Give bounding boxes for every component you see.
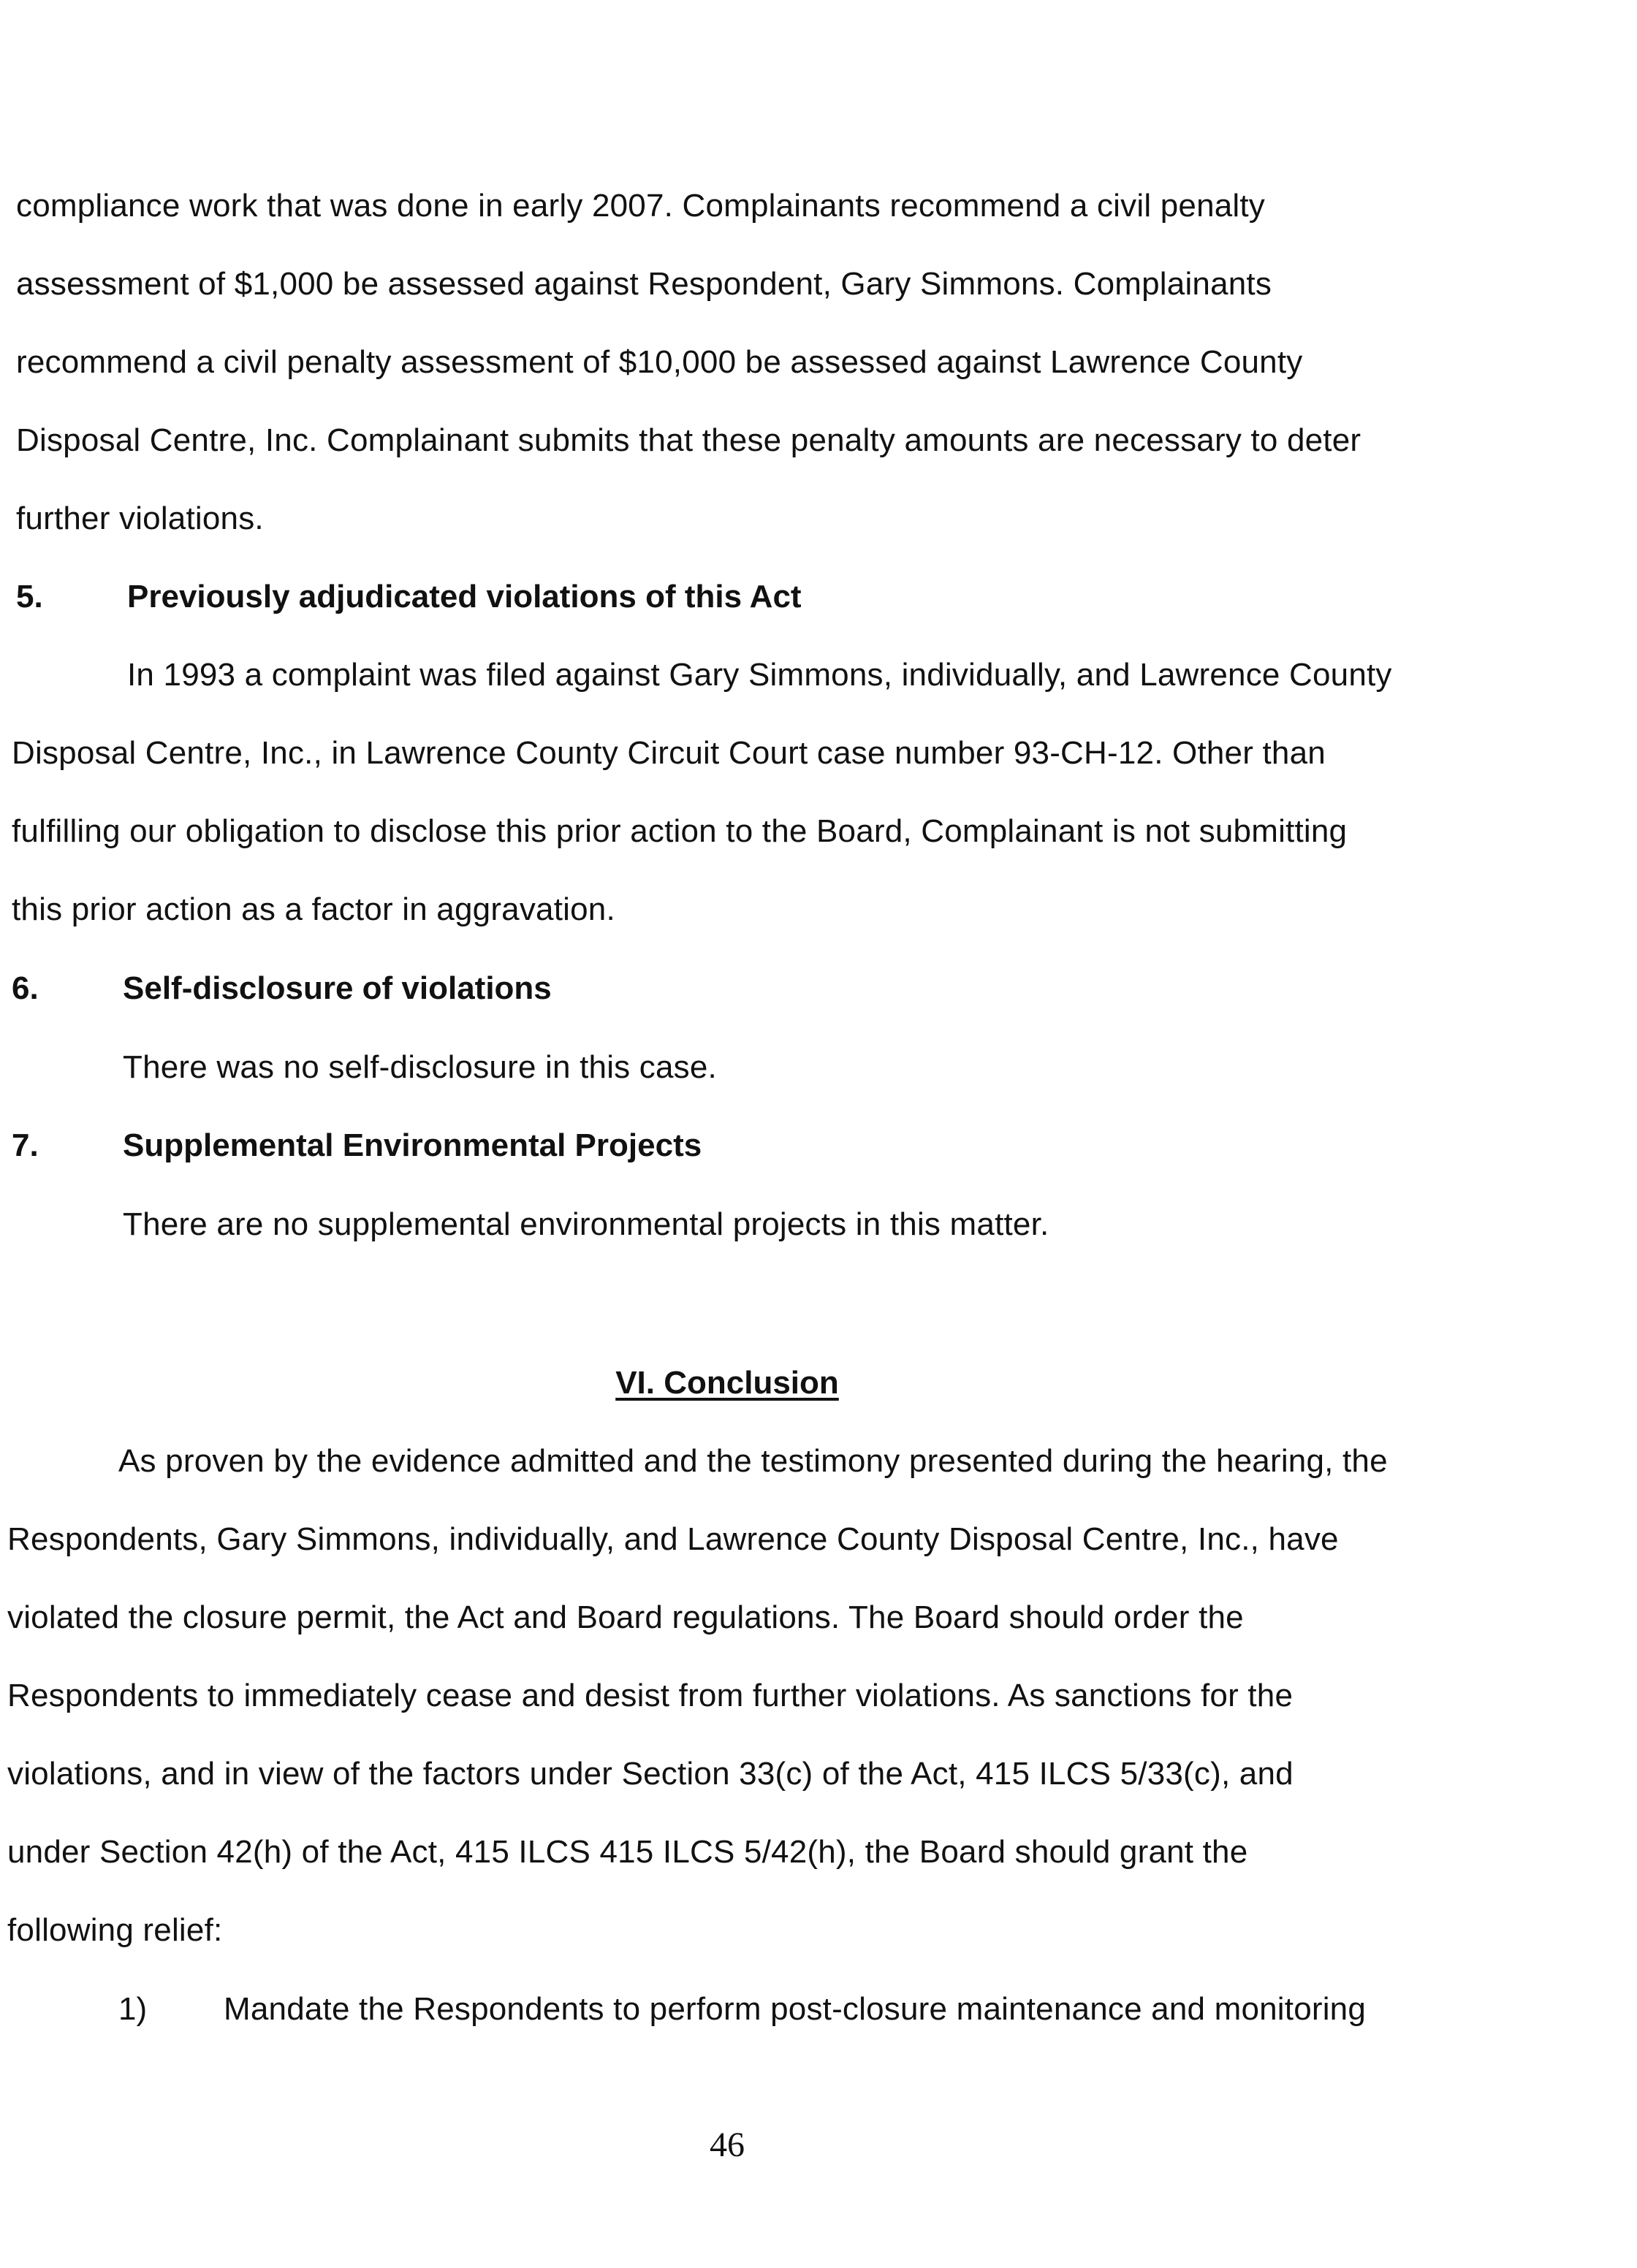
paragraph-line: violated the closure permit, the Act and Board regulations. The Board should order the <box>7 1599 1244 1635</box>
relief-item-number: 1) <box>118 1991 148 2027</box>
paragraph-line: Disposal Centre, Inc. Complainant submits that these penalty amounts are necessary to deter <box>16 422 1361 458</box>
paragraph-line: Respondents, Gary Simmons, individually, and Lawrence County Disposal Centre, Inc., have <box>7 1521 1339 1557</box>
paragraph-line: assessment of $1,000 be assessed against Respondent, Gary Simmons. Complainants <box>16 266 1272 302</box>
section-title: Supplemental Environmental Projects <box>123 1127 702 1163</box>
paragraph-line: Respondents to immediately cease and desist from further violations. As sanctions for the <box>7 1678 1294 1713</box>
page-number: 46 <box>710 2126 745 2164</box>
paragraph-line: following relief: <box>7 1912 223 1948</box>
conclusion-heading: VI. Conclusion <box>615 1365 839 1401</box>
paragraph-line: this prior action as a factor in aggravation. <box>12 891 615 927</box>
paragraph-line: In 1993 a complaint was filed against Gary Simmons, individually, and Lawrence County <box>127 657 1392 693</box>
paragraph-line: fulfilling our obligation to disclose this prior action to the Board, Complainant is not submitting <box>12 813 1348 849</box>
relief-item-text: Mandate the Respondents to perform post-closure maintenance and monitoring <box>224 1991 1367 2027</box>
paragraph-line: As proven by the evidence admitted and the testimony presented during the hearing, the <box>118 1443 1388 1479</box>
paragraph-line: violations, and in view of the factors under Section 33(c) of the Act, 415 ILCS 5/33(c), and <box>7 1756 1294 1792</box>
paragraph-line: compliance work that was done in early 2007. Complainants recommend a civil penalty <box>16 188 1266 224</box>
paragraph-line: under Section 42(h) of the Act, 415 ILCS 415 ILCS 5/42(h), the Board should grant the <box>7 1834 1248 1870</box>
paragraph-line: There was no self-disclosure in this case. <box>123 1049 717 1085</box>
paragraph-line: There are no supplemental environmental projects in this matter. <box>123 1206 1049 1242</box>
section-title: Self-disclosure of violations <box>123 970 552 1006</box>
section-title: Previously adjudicated violations of this Act <box>127 579 802 614</box>
paragraph-line: recommend a civil penalty assessment of $10,000 be assessed against Lawrence County <box>16 344 1303 380</box>
section-number: 7. <box>12 1127 39 1163</box>
section-number: 6. <box>12 970 39 1006</box>
paragraph-line: further violations. <box>16 501 264 536</box>
paragraph-line: Disposal Centre, Inc., in Lawrence County Circuit Court case number 93-CH-12. Other than <box>12 735 1326 771</box>
section-number: 5. <box>16 579 43 614</box>
